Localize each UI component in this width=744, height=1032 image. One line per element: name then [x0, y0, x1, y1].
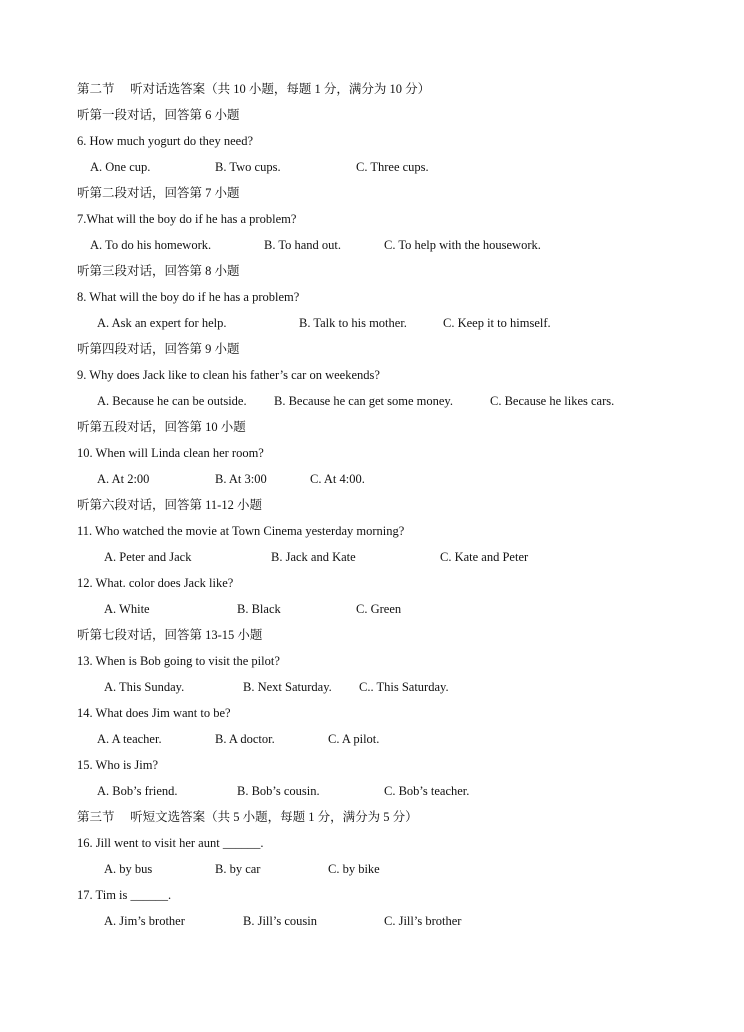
section-heading: 第三节 听短文选答案（共 5 小题，每题 1 分，满分为 5 分） [77, 810, 418, 824]
group-heading: 听第三段对话，回答第 8 小题 [77, 264, 240, 278]
question-stem: 14. What does Jim want to be? [77, 706, 231, 720]
option-a: A. At 2:00 [97, 472, 150, 486]
option-c: C. To help with the housework. [384, 238, 541, 252]
option-b: B. Jack and Kate [271, 550, 356, 564]
option-c: C. Keep it to himself. [443, 316, 551, 330]
question-stem: 13. When is Bob going to visit the pilot? [77, 654, 280, 668]
option-a: A. Bob’s friend. [97, 784, 178, 798]
option-a: A. by bus [104, 862, 153, 876]
option-b: B. Next Saturday. [243, 680, 332, 694]
option-b: B. Bob’s cousin. [237, 784, 320, 798]
option-c: C. Jill’s brother [384, 914, 462, 928]
option-c: C. Because he likes cars. [490, 394, 615, 408]
option-a: A. Jim’s brother [104, 914, 185, 928]
option-b: B. Talk to his mother. [299, 316, 407, 330]
option-b: B. To hand out. [264, 238, 342, 252]
option-c: C. Three cups. [356, 160, 429, 174]
option-b: B. by car [215, 862, 261, 876]
option-a: A. White [104, 602, 150, 616]
option-a: A. One cup. [90, 160, 151, 174]
group-heading: 听第五段对话，回答第 10 小题 [77, 420, 246, 434]
question-stem: 9. Why does Jack like to clean his father’s car on weekends? [77, 368, 380, 382]
option-a: A. Ask an expert for help. [97, 316, 227, 330]
question-stem: 6. How much yogurt do they need? [77, 134, 254, 148]
group-heading: 听第七段对话，回答第 13-15 小题 [77, 628, 263, 642]
option-a: A. A teacher. [97, 732, 162, 746]
option-c: C. Green [356, 602, 402, 616]
option-c: C. Kate and Peter [440, 550, 529, 564]
option-a: A. Because he can be outside. [97, 394, 247, 408]
question-stem: 10. When will Linda clean her room? [77, 446, 264, 460]
option-b: B. Two cups. [215, 160, 281, 174]
option-a: A. Peter and Jack [104, 550, 192, 564]
option-b: B. Black [237, 602, 281, 616]
group-heading: 听第六段对话，回答第 11-12 小题 [77, 498, 262, 512]
option-c: C.. This Saturday. [359, 680, 449, 694]
group-heading: 听第四段对话，回答第 9 小题 [77, 342, 240, 356]
option-c: C. Bob’s teacher. [384, 784, 470, 798]
option-c: C. At 4:00. [310, 472, 365, 486]
question-stem: 7.What will the boy do if he has a problem? [77, 212, 297, 226]
section-heading: 第二节 听对话选答案（共 10 小题，每题 1 分，满分为 10 分） [77, 82, 431, 96]
option-c: C. by bike [328, 862, 380, 876]
option-b: B. A doctor. [215, 732, 275, 746]
question-stem: 8. What will the boy do if he has a problem? [77, 290, 300, 304]
option-a: A. To do his homework. [90, 238, 212, 252]
option-a: A. This Sunday. [104, 680, 185, 694]
question-stem: 15. Who is Jim? [77, 758, 159, 772]
option-b: B. At 3:00 [215, 472, 267, 486]
option-c: C. A pilot. [328, 732, 380, 746]
question-stem: 11. Who watched the movie at Town Cinema yesterday morning? [77, 524, 405, 538]
option-b: B. Because he can get some money. [274, 394, 453, 408]
option-b: B. Jill’s cousin [243, 914, 317, 928]
question-stem: 12. What. color does Jack like? [77, 576, 234, 590]
question-stem: 16. Jill went to visit her aunt ______. [77, 836, 264, 850]
question-stem: 17. Tim is ______. [77, 888, 172, 902]
group-heading: 听第一段对话，回答第 6 小题 [77, 108, 240, 122]
group-heading: 听第二段对话，回答第 7 小题 [77, 186, 240, 200]
